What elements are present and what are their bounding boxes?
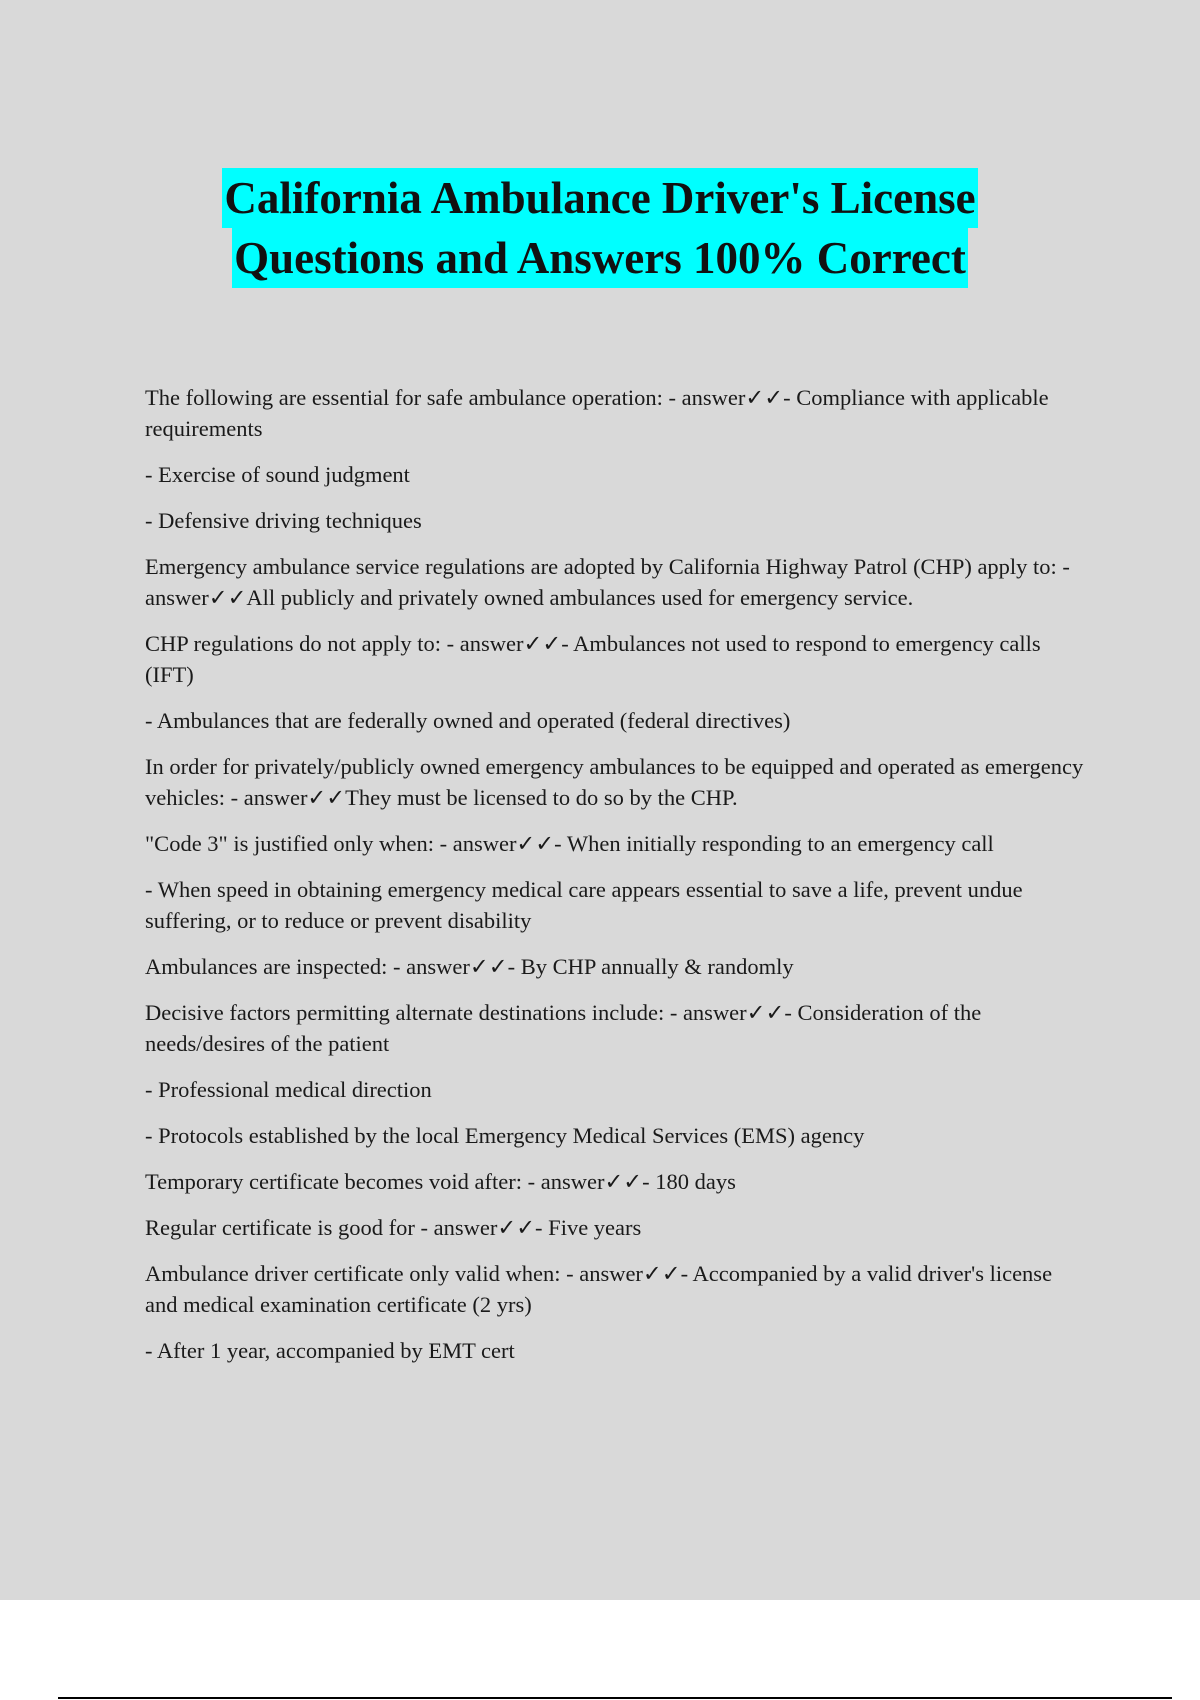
qa-entry: Decisive factors permitting alternate destinations include: - answer✓✓- Consideration of the needs/desires of the patient — [145, 1000, 982, 1056]
qa-entry: Regular certificate is good for - answer✓✓- Five years — [145, 1215, 642, 1240]
page-title — [0, 168, 1200, 288]
qa-entry: - When speed in obtaining emergency medical care appears essential to save a life, prevent undue suffering, or to reduce or prevent disability — [145, 877, 1023, 933]
qa-entry: - Ambulances that are federally owned and operated (federal directives) — [145, 708, 791, 733]
footer-divider — [58, 1697, 1172, 1699]
qa-entry: Ambulances are inspected: - answer✓✓- By CHP annually & randomly — [145, 954, 794, 979]
qa-entry: The following are essential for safe ambulance operation: - answer✓✓- Compliance with applicable requirements — [145, 385, 1049, 441]
qa-entry: - Protocols established by the local Emergency Medical Services (EMS) agency — [145, 1123, 865, 1148]
qa-entry: - Defensive driving techniques — [145, 508, 422, 533]
qa-body — [145, 382, 1085, 1381]
qa-entry: - Professional medical direction — [145, 1077, 432, 1102]
qa-entry: - Exercise of sound judgment — [145, 462, 410, 487]
qa-entry: In order for privately/publicly owned emergency ambulances to be equipped and operated as emergency vehicles: - answer✓✓They must be licensed to do so by the CHP. — [145, 754, 1084, 810]
title-line-1: California Ambulance Driver's License — [222, 168, 977, 228]
title-line-2: Questions and Answers 100% Correct — [232, 228, 968, 288]
qa-entry: Temporary certificate becomes void after: - answer✓✓- 180 days — [145, 1169, 736, 1194]
qa-entry: Emergency ambulance service regulations are adopted by California Highway Patrol (CHP) apply to: - answer✓✓All publicly and privately owned ambulances used for emergency service. — [145, 554, 1070, 610]
qa-entry: Ambulance driver certificate only valid when: - answer✓✓- Accompanied by a valid driver's license and medical examination certificate (2 yrs) — [145, 1261, 1053, 1317]
qa-entry: - After 1 year, accompanied by EMT cert — [145, 1338, 515, 1363]
qa-entry: CHP regulations do not apply to: - answer✓✓- Ambulances not used to respond to emergency calls (IFT) — [145, 631, 1041, 687]
qa-entry: "Code 3" is justified only when: - answer✓✓- When initially responding to an emergency call — [145, 831, 994, 856]
